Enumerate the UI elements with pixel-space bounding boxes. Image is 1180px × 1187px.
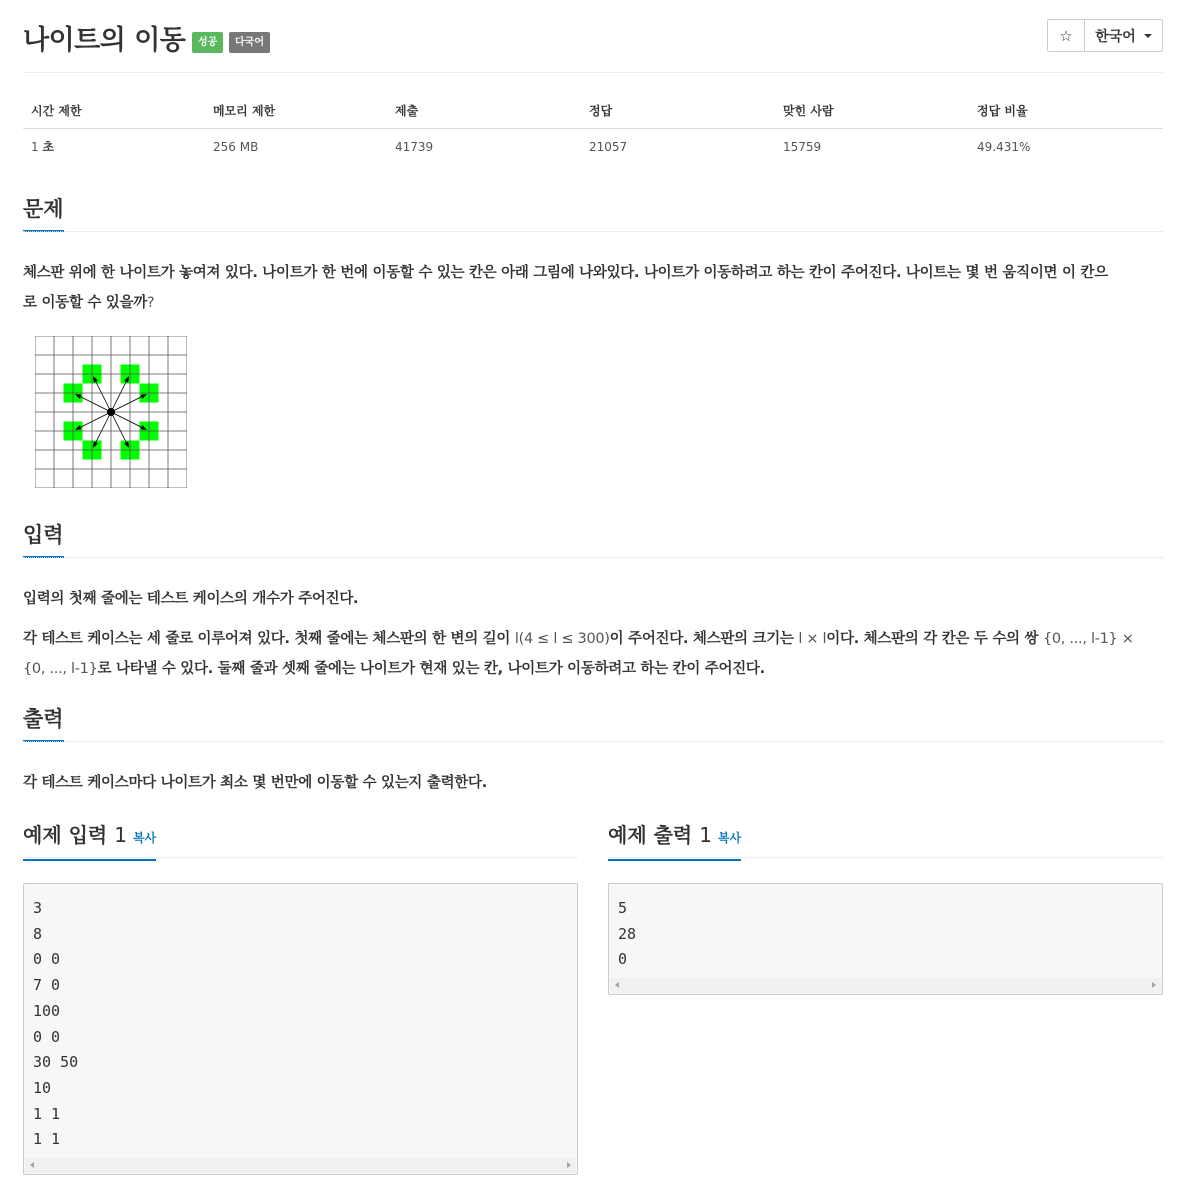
header-time-limit: 시간 제한 (31, 103, 82, 118)
sample-input-header (23, 820, 577, 858)
language-dropdown-button[interactable] (1085, 20, 1162, 51)
problem-text-line2 (23, 288, 1163, 318)
scroll-left-arrow-icon[interactable] (30, 1162, 34, 1168)
sample-output-line: 5 (618, 899, 628, 917)
sample-output-title-text: 예제 출력 (608, 823, 693, 847)
input-section-header (23, 520, 1163, 558)
knight-moves-figure (35, 336, 187, 488)
input-p2-math-size: l × l (798, 631, 827, 647)
favorite-star-button[interactable] (1048, 20, 1085, 51)
sample-output-copy-button[interactable]: 복사 (717, 831, 742, 845)
input-paragraph-2 (23, 624, 1163, 684)
sample-output-content (618, 896, 1153, 973)
input-p2-text-c: 이다. 체스판의 각 칸은 두 수의 쌍 (826, 631, 1043, 647)
section-divider (608, 857, 1163, 858)
sample-input-title (23, 820, 156, 861)
sample-output-number: 1 (699, 823, 712, 847)
problem-text-line1: 체스판 위에 한 나이트가 놓여져 있다. 나이트가 한 번에 이동할 수 있는 칸은 아래 그림에 나와있다. 나이트가 이동하려고 하는 칸이 주어진다. 나이트는 몇 번 움직이면 이 칸으 (23, 265, 1108, 281)
move-arrow (111, 412, 128, 447)
sample-input-line: 30 50 (33, 1053, 79, 1072)
problem-description (23, 258, 1163, 318)
scroll-right-arrow-icon[interactable] (1152, 982, 1156, 988)
time-limit-value (23, 138, 205, 155)
sample-output-line: 28 (618, 924, 637, 943)
scroll-right-arrow-icon[interactable] (567, 1162, 571, 1168)
solvers-value: 15759 (783, 139, 822, 154)
sample-input-number: 1 (114, 823, 127, 847)
page-title: 나이트의 이동 (23, 25, 186, 56)
sample-output-title (608, 820, 741, 861)
move-arrow (94, 412, 111, 447)
output-heading: 출력 (23, 704, 64, 742)
input-p2-math-set2: {0, ..., l-1} (23, 661, 98, 677)
info-value-row (23, 129, 1163, 164)
problem-section-header (23, 194, 1163, 232)
output-paragraph: 각 테스트 케이스마다 나이트가 최소 몇 번만에 이동할 수 있는지 출력한다. (23, 775, 487, 791)
move-arrow (111, 412, 146, 429)
move-arrow (76, 412, 111, 429)
input-p2-text-d: 로 나타낼 수 있다. 둘째 줄과 셋째 줄에는 나이트가 현재 있는 칸, 나이트가 이동하려고 하는 칸이 주어진다. (97, 661, 765, 677)
input-paragraph-1: 입력의 첫째 줄에는 테스트 케이스의 개수가 주어진다. (23, 591, 359, 607)
input-p2-text-a: 각 테스트 케이스는 세 줄로 이루어져 있다. 첫째 줄에는 체스판의 한 변의 길이 (23, 631, 515, 647)
sample-input-box[interactable] (23, 883, 578, 1175)
sample-input-line: 1 1 (33, 1104, 61, 1123)
output-section-header (23, 704, 1163, 742)
move-arrow (111, 377, 128, 412)
sample-output-scrollbar[interactable] (610, 978, 1161, 993)
sample-input-line: 3 (33, 899, 43, 917)
problem-text-question-mark: ? (146, 295, 155, 311)
sample-input-line: 8 (33, 924, 43, 943)
sample-input-copy-button[interactable]: 복사 (132, 831, 157, 845)
header-accepted: 정답 (589, 103, 613, 118)
move-arrow (76, 395, 111, 412)
time-limit-unit: 초 (42, 140, 55, 154)
multilang-badge: 다국어 (229, 32, 270, 53)
section-divider (23, 857, 577, 858)
sample-input-line: 10 (33, 1078, 52, 1097)
sample-input-line: 0 0 (33, 1027, 61, 1046)
accepted-value: 21057 (589, 139, 628, 154)
problem-heading: 문제 (23, 194, 64, 232)
input-p2-text-b: 이 주어진다. 체스판의 크기는 (609, 631, 799, 647)
knight-position-dot (107, 408, 115, 416)
move-arrow (94, 377, 111, 412)
sample-input-line: 7 0 (33, 976, 61, 995)
title-row (23, 18, 1163, 58)
time-limit-number: 1 (31, 140, 39, 154)
header-divider (23, 72, 1163, 73)
move-arrow (111, 395, 146, 412)
star-icon: ☆ (1059, 26, 1073, 45)
section-divider (23, 557, 1163, 558)
section-divider (23, 231, 1163, 232)
header-solvers: 맞힌 사람 (783, 103, 834, 118)
input-p2-math-set1: {0, ..., l-1} × (1042, 631, 1134, 647)
sample-input-line: 100 (33, 1001, 61, 1020)
sample-input-line: 1 1 (33, 1130, 61, 1149)
header-memory-limit: 메모리 제한 (213, 103, 276, 118)
problem-info-table (23, 92, 1163, 164)
sample-output-header (608, 820, 1163, 858)
title-button-group (1047, 19, 1163, 52)
input-heading: 입력 (23, 520, 64, 558)
sample-output-box[interactable] (608, 883, 1163, 995)
memory-limit-value: 256 MB (213, 139, 259, 154)
section-divider (23, 741, 1163, 742)
info-header-row (23, 92, 1163, 129)
caret-down-icon (1144, 34, 1152, 38)
header-submissions: 제출 (395, 103, 419, 118)
header-ratio: 정답 비율 (977, 103, 1028, 118)
language-label: 한국어 (1095, 28, 1136, 45)
sample-output-line: 0 (618, 950, 628, 969)
sample-input-content (33, 896, 568, 1153)
sample-input-title-text: 예제 입력 (23, 823, 108, 847)
input-p2-math-range: l(4 ≤ l ≤ 300) (514, 631, 610, 647)
scroll-left-arrow-icon[interactable] (615, 982, 619, 988)
sample-input-scrollbar[interactable] (25, 1158, 576, 1173)
ratio-value: 49.431% (977, 139, 1031, 154)
success-badge: 성공 (192, 32, 223, 53)
sample-input-line: 0 0 (33, 950, 61, 969)
submissions-value: 41739 (395, 139, 434, 154)
problem-text-line2-main: 로 이동할 수 있을까 (23, 295, 147, 311)
